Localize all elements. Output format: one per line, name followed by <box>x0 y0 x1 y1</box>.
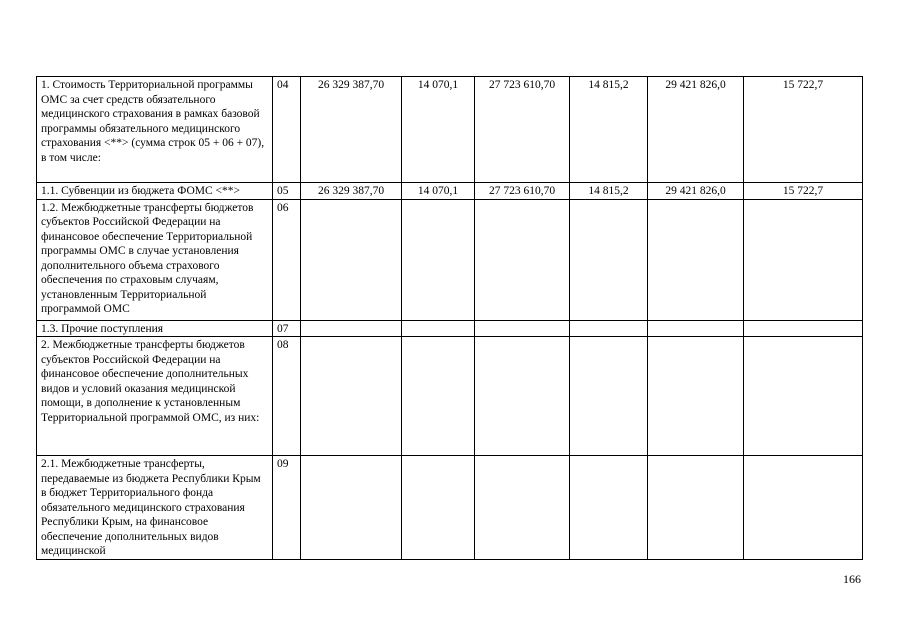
value-cell <box>402 199 475 320</box>
value-cell <box>648 337 744 456</box>
value-cell <box>301 337 402 456</box>
row-name: 1. Стоимость Территориальной программы ОМС за счет средств обязательного медицинского страхования в рамках базовой программы обязательного медицинского страхования <**> (сумма строк 05 + 06 + 07), в том числе: <box>37 77 273 183</box>
value-cell <box>648 456 744 560</box>
value-cell <box>475 320 570 337</box>
value-cell <box>301 456 402 560</box>
row-code: 08 <box>273 337 301 456</box>
value-cell <box>402 320 475 337</box>
value-cell <box>402 456 475 560</box>
value-cell: 14 815,2 <box>570 183 648 200</box>
table-row <box>37 456 863 560</box>
value-cell: 14 815,2 <box>570 77 648 183</box>
row-name: 1.1. Субвенции из бюджета ФОМС <**> <box>37 183 273 200</box>
financing-table <box>36 76 863 560</box>
value-cell <box>570 320 648 337</box>
value-cell: 15 722,7 <box>744 183 863 200</box>
value-cell <box>301 199 402 320</box>
value-cell: 14 070,1 <box>402 77 475 183</box>
table-row <box>37 337 863 456</box>
value-cell <box>570 337 648 456</box>
row-name: 2.1. Межбюджетные трансферты, передаваемые из бюджета Республики Крым в бюджет Территориального фонда обязательного медицинского страхования Республики Крым, на финансовое обеспечение дополнительных видов медицинской <box>37 456 273 560</box>
value-cell <box>744 199 863 320</box>
value-cell: 29 421 826,0 <box>648 77 744 183</box>
row-code: 05 <box>273 183 301 200</box>
value-cell <box>648 320 744 337</box>
value-cell <box>570 199 648 320</box>
row-code: 04 <box>273 77 301 183</box>
value-cell <box>475 337 570 456</box>
row-name: 2. Межбюджетные трансферты бюджетов субъектов Российской Федерации на финансовое обеспечение дополнительных видов и условий оказания медицинской помощи, в дополнение к установленным Территориальной программой ОМС, из них: <box>37 337 273 456</box>
value-cell: 15 722,7 <box>744 77 863 183</box>
row-name: 1.3. Прочие поступления <box>37 320 273 337</box>
value-cell: 27 723 610,70 <box>475 77 570 183</box>
value-cell <box>475 199 570 320</box>
row-name: 1.2. Межбюджетные трансферты бюджетов субъектов Российской Федерации на финансовое обеспечение Территориальной программы ОМС в случае установления дополнительного объема страхового обеспечения по страховым случаям, установленным Территориальной программой ОМС <box>37 199 273 320</box>
value-cell <box>744 456 863 560</box>
value-cell: 14 070,1 <box>402 183 475 200</box>
value-cell <box>744 337 863 456</box>
page-number: 166 <box>843 572 861 586</box>
value-cell: 26 329 387,70 <box>301 77 402 183</box>
value-cell: 27 723 610,70 <box>475 183 570 200</box>
value-cell <box>402 337 475 456</box>
table-row <box>37 320 863 337</box>
value-cell <box>744 320 863 337</box>
value-cell <box>301 320 402 337</box>
value-cell <box>475 456 570 560</box>
row-code: 06 <box>273 199 301 320</box>
value-cell: 29 421 826,0 <box>648 183 744 200</box>
value-cell <box>570 456 648 560</box>
row-code: 07 <box>273 320 301 337</box>
value-cell <box>648 199 744 320</box>
table-row <box>37 199 863 320</box>
value-cell: 26 329 387,70 <box>301 183 402 200</box>
table-row <box>37 77 863 183</box>
table-row <box>37 183 863 200</box>
row-code: 09 <box>273 456 301 560</box>
